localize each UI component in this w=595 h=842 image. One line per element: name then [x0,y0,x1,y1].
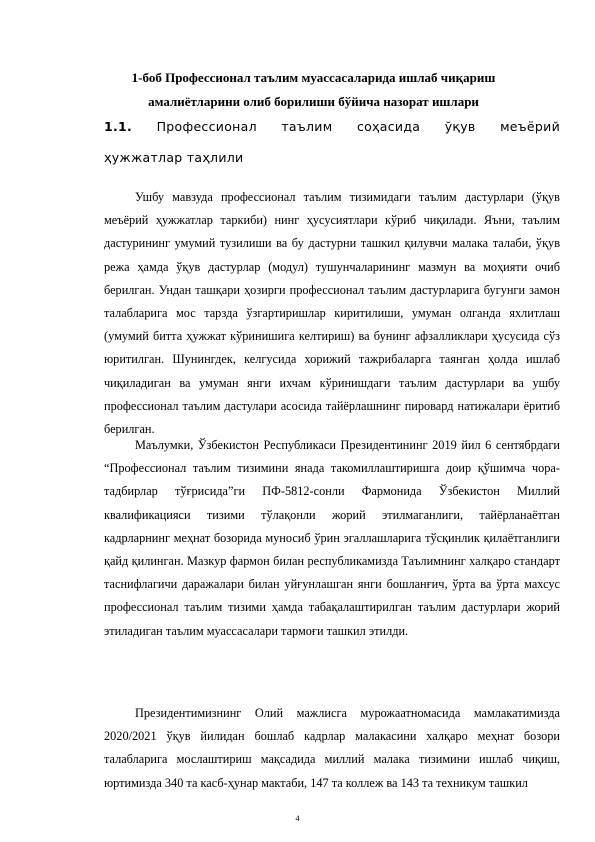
section-heading-line-2: ҳужжатлар таҳлили [104,150,244,165]
paragraph-3: Президентимизнинг Олий мажлисга мурожаатномасида мамлакатимизда 2020/2021 ўқув йилидан бошлаб кадрлар малакасини халқаро меҳнат бозори талабларига мослаштириш мақсадида миллий малака тизимини ишлаб чиқиш, юртимизда 340 та касб-ҳунар мактаби, 147 та коллеж ва 143 та техникум ташкил [104,706,560,790]
paragraph-2: Маълумки, Ўзбекистон Республикаси Президентининг 2019 йил 6 сентябрдаги “Профессионал таълим тизимини янада такомиллаштиришга доир қўшимча чора-тадбирлар тўғрисида”ги ПФ-5812-сонли Фармонида Ўзбекистон Миллий квалификацияси тизими тўлақонли жорий этилмаганлиги, тайёрланаётган кадрларнинг меҳнат бозорида муносиб ўрин эгаллашларига тўсқинлик қилаётганлиги қайд қилинган. Мазкур фармон билан республикамизда Таълимнинг халқаро стандарт таснифлагичи даражалари билан уйғунлашган янги бошланғич, ўрта ва ўрта махсус профессионал таълим тизими ҳамда табақалаштирилган таълим дастурлари жорий этиладиган таълим муассасалари тармоғи ташкил этилди. [104,438,560,638]
page-number: 4 [295,814,300,823]
section-number: 1.1. [104,119,133,134]
chapter-title-line-1: 1-боб Профессионал таълим муассасаларида ишлаб чиқариш [131,70,496,85]
chapter-title-line-2: амалиётларини олиб борилиши бўйича назорат ишлари [148,94,479,109]
paragraph-1: Ушбу мавзуда профессионал таълим тизимидаги таълим дастурлари (ўқув меъёрий ҳужжатлар таркиби) нинг ҳусусиятлари кўриб чиқилади. Яъни, таълим дастурининг умумий тузилиши ва бу дастурни ташкил қилувчи малака талаби, ўқув режа ҳамда ўқув дастурлар (модул) тушунчаларининг мазмун ва моҳияти очиб берилган. Ундан ташқари ҳозирги профессионал таълим дастурларига бугунги замон талабларига мос тарзда ўзгартиришлар киритилиши, умуман олганда яхлитлаш (умумий битта ҳужжат кўринишига келтириш) ва бунинг афзалликлари ҳусусида сўз юритилган. Шунингдек, келгусида хорижий тажрибаларга таянган ҳолда ишлаб чиқиладиган ва умуман янги ихчам кўринишдаги таълим дастурлари ва ушбу профессионал таълим дастулари асосида тайёрлашнинг пировард натижалари ёритиб берилган. [104,190,560,437]
section-heading [104,114,560,139]
section-heading-line-1: Профессионал таълим соҳасида ўқув меъёрий [156,119,560,134]
